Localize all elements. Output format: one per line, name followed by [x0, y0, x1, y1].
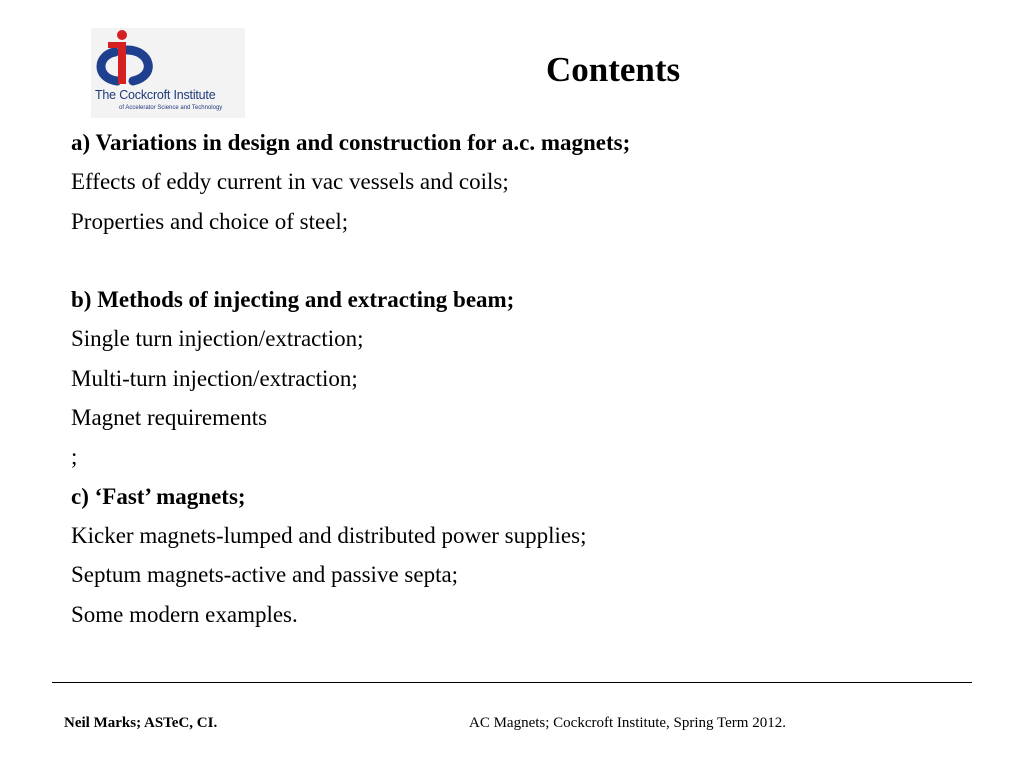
section-heading: c) ‘Fast’ magnets; — [71, 483, 246, 509]
contents-item: Septum magnets-active and passive septa; — [71, 562, 459, 588]
contents-item: Effects of eddy current in vac vessels and coils; — [71, 169, 509, 195]
logo-subtitle: of Accelerator Science and Technology — [119, 105, 223, 111]
contents-item: Kicker magnets-lumped and distributed power supplies; — [71, 522, 587, 548]
contents-item: Multi-turn injection/extraction; — [71, 365, 358, 391]
footer-divider — [52, 682, 972, 683]
section-heading: b) Methods of injecting and extracting beam; — [71, 287, 515, 313]
contents-list — [71, 123, 971, 634]
contents-item: Single turn injection/extraction; — [71, 326, 364, 352]
contents-item: Magnet requirements — [71, 405, 268, 431]
contents-item: Properties and choice of steel; — [71, 208, 349, 234]
logo-name: The Cockcroft Institute — [95, 88, 216, 102]
footer-author: Neil Marks; ASTeC, CI. — [64, 715, 218, 731]
blank-line — [71, 241, 971, 280]
section-heading: a) Variations in design and construction for a.c. magnets; — [71, 130, 631, 155]
footer-course: AC Magnets; Cockcroft Institute, Spring Term 2012. — [469, 715, 786, 731]
contents-item: ; — [71, 444, 78, 470]
slide-title: Contents — [546, 50, 681, 89]
contents-item: Some modern examples. — [71, 601, 298, 627]
cockcroft-institute-logo — [91, 28, 245, 118]
